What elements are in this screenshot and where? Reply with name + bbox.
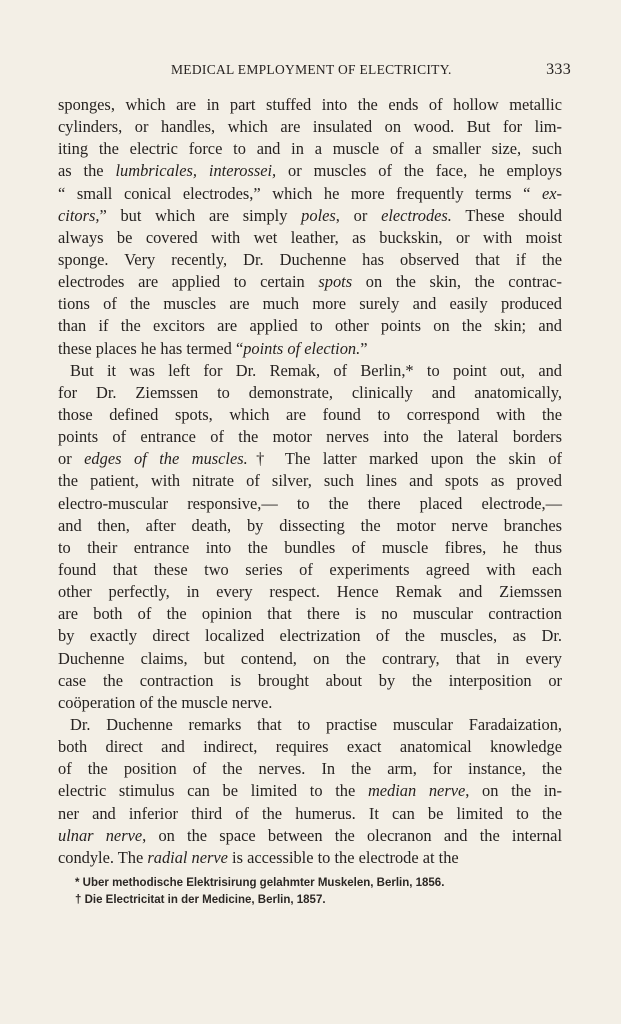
page-number: 333 [546, 61, 571, 78]
text-line: of the position of the nerves. In the arm, for instance, the [58, 759, 562, 779]
text-line: for Dr. Ziemssen to demonstrate, clinically and anatomically, [58, 382, 562, 402]
text-run: “ small conical electrodes,” which he more frequently terms “ [58, 183, 542, 203]
text-line: case the contraction is brought about by the interposition or [58, 670, 562, 690]
text-line: other perfectly, in every respect. Hence Remak and Ziemssen [58, 582, 562, 602]
text-line: cylinders, or handles, which are insulated on wood. But for lim- [58, 117, 562, 137]
text-line: Dr. Duchenne remarks that to practise muscular Faradaization, [70, 714, 562, 734]
italic-term: points of election. [243, 338, 361, 358]
text-line [58, 160, 562, 182]
text-line: coöperation of the muscle nerve. [58, 692, 273, 712]
text-run: ” but which are simply [99, 205, 302, 225]
text-line [58, 183, 562, 205]
text-run: or [58, 449, 85, 469]
text-line: to their entrance into the bundles of muscle fibres, he thus [58, 537, 562, 557]
text-line: sponge. Very recently, Dr. Duchenne has observed that if the [58, 249, 562, 269]
footnote: * Uber methodische Elektrisirung gelahmter Muskelen, Berlin, 1856. [75, 877, 445, 889]
text-line: sponges, which are in part stuffed into the ends of hollow metallic [58, 95, 562, 114]
text-run: on the skin, the contrac- [352, 272, 562, 292]
text-run: , on the in- [465, 781, 563, 801]
text-line [58, 825, 562, 847]
text-line: electro-muscular responsive,— to the there placed electrode,— [58, 493, 562, 513]
text-line: and then, after death, by dissecting the motor nerve branches [58, 515, 562, 535]
text-line [58, 780, 562, 802]
text-line: points of entrance of the motor nerves into the lateral borders [58, 427, 562, 447]
text-run: ” [360, 338, 368, 358]
text-line: the patient, with nitrate of silver, such lines and spots as proved [58, 471, 562, 491]
text-run: is accessible to the electrode at the [227, 847, 459, 867]
text-line [58, 448, 562, 470]
italic-term: ulnar nerve [58, 825, 143, 845]
italic-term: spots [318, 272, 353, 292]
text-line [58, 205, 562, 227]
text-line: found that these two series of experiments agreed with each [58, 559, 562, 579]
text-line: are both of the opinion that there is no muscular contraction [58, 604, 562, 624]
running-header [171, 62, 571, 84]
text-line: those defined spots, which are found to correspond with the [58, 404, 562, 424]
text-line: ner and inferior third of the humerus. It can be limited to the [58, 803, 562, 823]
text-run: These should [451, 205, 563, 225]
text-line: both direct and indirect, requires exact anatomical knowledge [58, 737, 562, 757]
text-run: or muscles of the face, he employs [276, 161, 562, 181]
text-line: by exactly direct localized electrization of the muscles, as Dr. [58, 626, 562, 646]
italic-term: citors, [58, 205, 100, 225]
running-title: MEDICAL EMPLOYMENT OF ELECTRICITY. [171, 62, 452, 77]
italic-term: lumbricales, interossei, [115, 161, 277, 181]
text-line: But it was left for Dr. Remak, of Berlin,* to point out, and [70, 360, 562, 380]
text-line: always be covered with wet leather, as buckskin, or with moist [58, 227, 562, 247]
text-run: electrodes are applied to certain [58, 272, 319, 292]
text-line: tions of the muscles are much more surely and easily produced [58, 294, 562, 314]
italic-term: radial nerve [147, 847, 228, 867]
footnotes [75, 875, 555, 909]
italic-term: median nerve [367, 781, 466, 801]
text-run: as the [58, 161, 116, 181]
italic-term: electrodes. [381, 205, 452, 225]
text-line [58, 847, 562, 869]
text-run: these places he has termed “ [58, 338, 244, 358]
italic-term: ex- [541, 183, 562, 203]
footnote: † Die Electricitat in der Medicine, Berlin, 1857. [75, 894, 326, 906]
text-line: than if the excitors are applied to other points on the skin; and [58, 316, 562, 336]
text-run: † The latter marked upon the skin of [247, 449, 562, 469]
text-line: Duchenne claims, but contend, on the contrary, that in every [58, 648, 562, 668]
text-run: , on the space between the olecranon and the internal [142, 825, 562, 845]
text-line: iting the electric force to and in a muscle of a smaller size, such [58, 139, 562, 159]
italic-term: edges of the muscles. [84, 449, 248, 469]
text-run: electric stimulus can be limited to the [58, 781, 368, 801]
text-line [58, 338, 562, 360]
body-text [58, 94, 562, 869]
text-line [58, 271, 562, 293]
italic-term: poles [301, 205, 336, 225]
text-run: , or [335, 205, 382, 225]
text-run: condyle. The [58, 847, 148, 867]
